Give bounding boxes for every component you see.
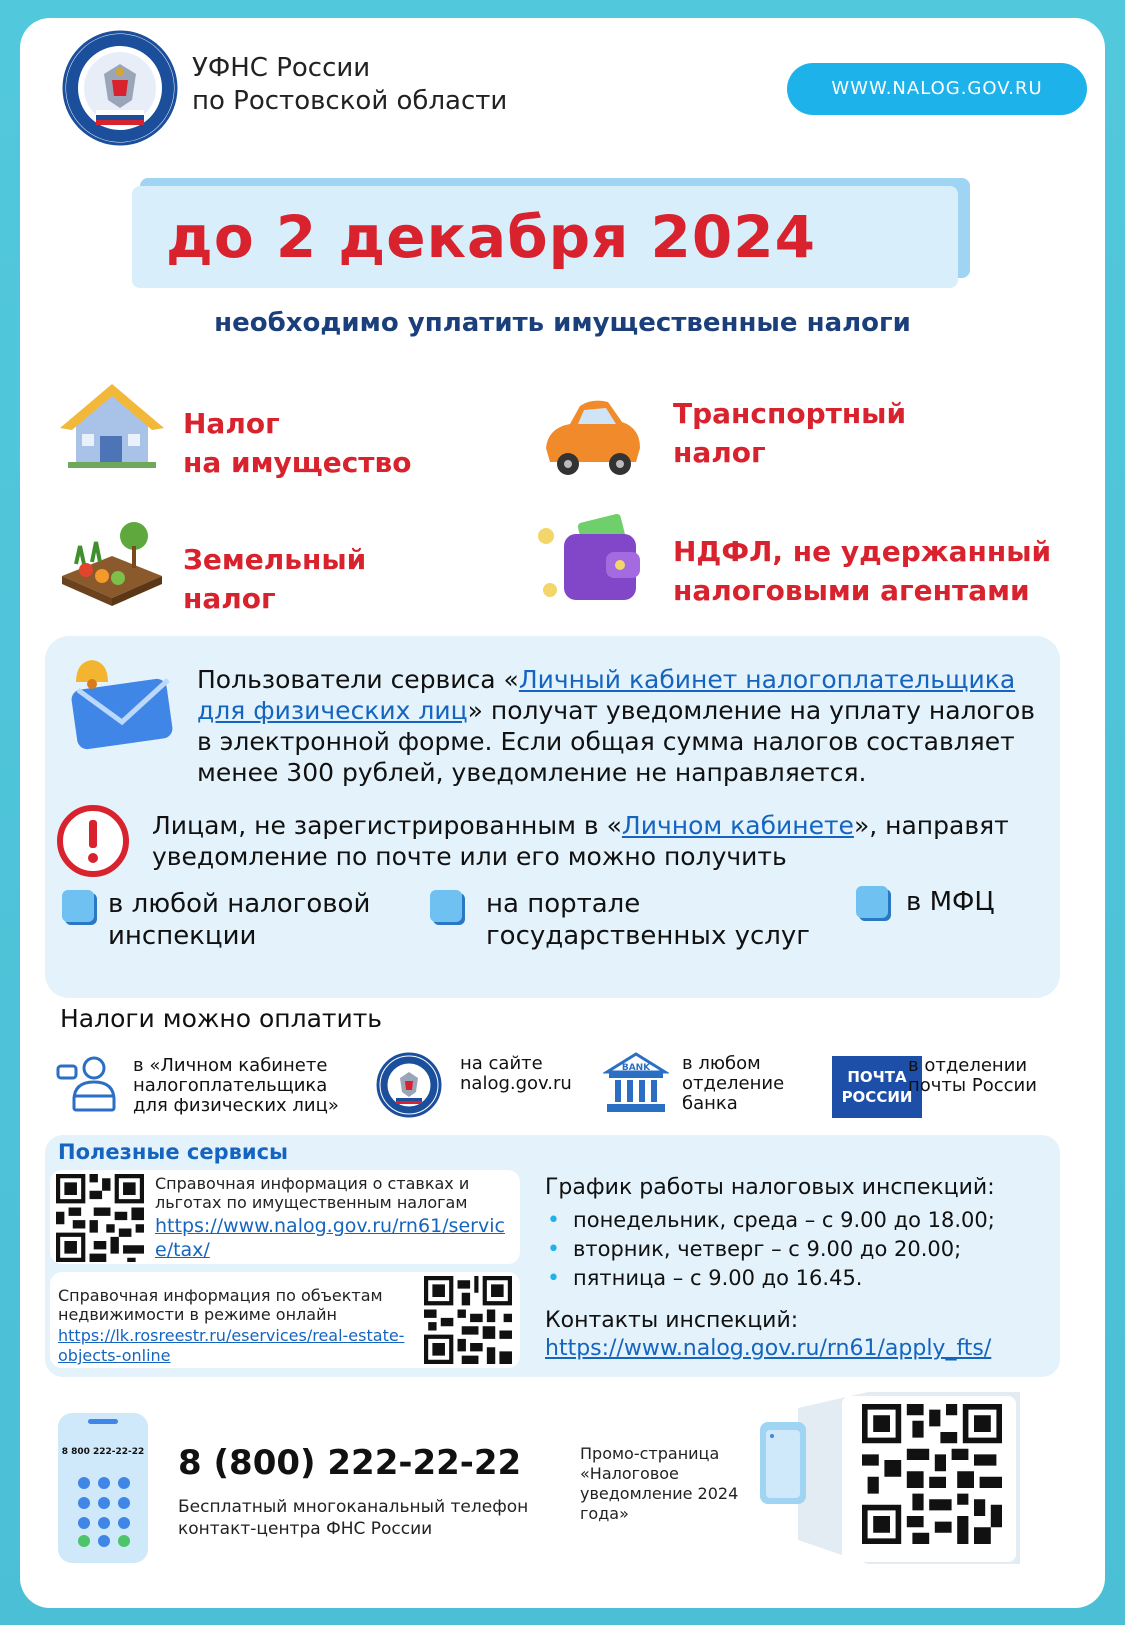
personal-account-link[interactable]: Личный кабинет налогоплательщика для физических лиц bbox=[197, 665, 1016, 725]
schedule-item: • понедельник, среда – с 9.00 до 18.00; bbox=[545, 1206, 995, 1235]
keypad-icon bbox=[76, 1475, 132, 1549]
org-line-2: по Ростовской области bbox=[192, 86, 508, 116]
contacts-title: Контакты инспекций: bbox=[545, 1308, 799, 1333]
car-icon bbox=[536, 388, 648, 484]
schedule-title: График работы налоговых инспекций: bbox=[545, 1175, 995, 1200]
site-link-button[interactable]: WWW.NALOG.GOV.RU bbox=[787, 63, 1087, 115]
tax-property-line-2: на имущество bbox=[183, 446, 412, 479]
house-icon bbox=[56, 378, 168, 474]
pay-bank-line-3: банка bbox=[682, 1093, 738, 1114]
option-gosuslugi-line-1: на портале bbox=[486, 889, 641, 919]
pay-bank-line-1: в любом bbox=[682, 1053, 761, 1074]
pay-method-lk bbox=[133, 1056, 339, 1116]
org-name bbox=[192, 52, 507, 118]
pay-lk-line-2: налогоплательщика bbox=[133, 1075, 328, 1096]
phone-speaker bbox=[88, 1419, 118, 1424]
promo-caption: Промо-страница «Налоговое уведомление 2024 года» bbox=[580, 1444, 739, 1523]
envelope-bell-icon bbox=[56, 652, 178, 752]
deadline-title: до 2 декабря 2024 bbox=[166, 203, 816, 271]
pay-post-line-2: почты России bbox=[908, 1075, 1037, 1096]
warning-icon bbox=[56, 804, 130, 878]
option-gosuslugi bbox=[486, 888, 810, 952]
useful-services-title: Полезные сервисы bbox=[58, 1140, 289, 1164]
unregistered-text-pre: Лицам, не зарегистрированным в « bbox=[152, 811, 622, 840]
pay-post-line-1: в отделении bbox=[908, 1055, 1028, 1076]
tax-ndfl-label bbox=[673, 532, 1051, 610]
hotline-description: Бесплатный многоканальный телефон контакт-центра ФНС России bbox=[178, 1497, 529, 1539]
pay-lk-line-1: в «Личном кабинете bbox=[133, 1055, 328, 1076]
option-inspection-line-2: инспекции bbox=[108, 921, 257, 951]
pay-method-bank bbox=[682, 1054, 784, 1114]
pay-site-line-1: на сайте bbox=[460, 1053, 543, 1074]
tax-land-line-2: налог bbox=[183, 582, 276, 615]
service-tax-text: Справочная информация о ставках и льготах по имущественным налогам bbox=[155, 1174, 470, 1212]
notification-text-post: » получат уведомление на уплату налогов в электронной форме. Если общая сумма налогов составляет менее 300 рублей, уведомление не направляется. bbox=[197, 696, 1036, 787]
bank-icon bbox=[603, 1050, 669, 1116]
qr-code-rosreestr[interactable] bbox=[424, 1276, 512, 1364]
tax-transport-label bbox=[673, 394, 906, 472]
org-line-1: УФНС России bbox=[192, 53, 371, 83]
leaflet-card bbox=[20, 18, 1105, 1608]
tax-property-label bbox=[183, 404, 411, 482]
post-logo-line-2: РОССИИ bbox=[841, 1088, 913, 1106]
tax-land-line-1: Земельный bbox=[183, 543, 367, 576]
option-bullet-mfc bbox=[856, 886, 888, 918]
tax-property-line-1: Налог bbox=[183, 407, 280, 440]
option-bullet-inspection bbox=[62, 890, 94, 922]
bank-word: BANK bbox=[621, 1063, 651, 1073]
option-inspection-line-1: в любой налоговой bbox=[108, 889, 371, 919]
service-rosreestr-text: Справочная информация по объектам недвижимости в режиме онлайн bbox=[58, 1286, 383, 1324]
garden-icon bbox=[56, 512, 168, 608]
notification-text-pre: Пользователи сервиса « bbox=[197, 665, 519, 694]
option-gosuslugi-line-2: государственных услуг bbox=[486, 921, 810, 951]
fns-small-emblem-icon bbox=[376, 1052, 442, 1118]
pay-bank-line-2: отделение bbox=[682, 1073, 785, 1094]
post-logo-line-1: ПОЧТА bbox=[847, 1068, 907, 1086]
tax-transport-line-1: Транспортный bbox=[673, 397, 907, 430]
tax-ndfl-line-2: налоговыми агентами bbox=[673, 574, 1030, 607]
tax-transport-line-2: налог bbox=[673, 436, 766, 469]
user-laptop-icon bbox=[56, 1052, 122, 1118]
deadline-subtitle: необходимо уплатить имущественные налоги bbox=[214, 308, 911, 338]
qr-code-tax[interactable] bbox=[56, 1174, 144, 1262]
fns-emblem-icon bbox=[60, 28, 180, 148]
hotline-phone[interactable]: 8 (800) 222-22-22 bbox=[178, 1443, 522, 1483]
option-inspection bbox=[108, 888, 370, 952]
notification-paragraph bbox=[197, 664, 1047, 788]
schedule-item: • пятница – с 9.00 до 16.45. bbox=[545, 1264, 995, 1293]
personal-account-link-2[interactable]: Личном кабинете bbox=[621, 811, 854, 840]
wallet-icon bbox=[536, 512, 648, 608]
tax-ndfl-line-1: НДФЛ, не удержанный bbox=[673, 535, 1052, 568]
contacts-link[interactable]: https://www.nalog.gov.ru/rn61/apply_fts/ bbox=[545, 1336, 992, 1361]
schedule-item: • вторник, четверг – с 9.00 до 20.00; bbox=[545, 1235, 995, 1264]
pay-site-line-2: nalog.gov.ru bbox=[460, 1073, 572, 1094]
unregistered-text-post: », направят уведомление по почте или его можно получить bbox=[152, 811, 1009, 871]
pay-method-site bbox=[460, 1054, 572, 1094]
service-tax-link[interactable]: https://www.nalog.gov.ru/rn61/service/tax/ bbox=[155, 1215, 505, 1261]
phone-device-icon bbox=[58, 1413, 148, 1563]
option-bullet-gosuslugi bbox=[430, 890, 462, 922]
qr-code-promo[interactable] bbox=[862, 1404, 1002, 1544]
pay-methods-title: Налоги можно оплатить bbox=[60, 1004, 383, 1033]
option-mfc: в МФЦ bbox=[906, 887, 995, 917]
phone-screen-number: 8 800 222-22-22 bbox=[61, 1447, 145, 1457]
unregistered-paragraph bbox=[152, 810, 1052, 872]
pay-method-post bbox=[908, 1056, 1037, 1096]
deadline-banner bbox=[132, 186, 958, 288]
tax-land-label bbox=[183, 540, 366, 618]
service-rosreestr-link[interactable]: https://lk.rosreestr.ru/eservices/real-estate-objects-online bbox=[58, 1326, 405, 1365]
schedule-list bbox=[545, 1206, 995, 1293]
pay-lk-line-3: для физических лиц» bbox=[133, 1095, 339, 1116]
